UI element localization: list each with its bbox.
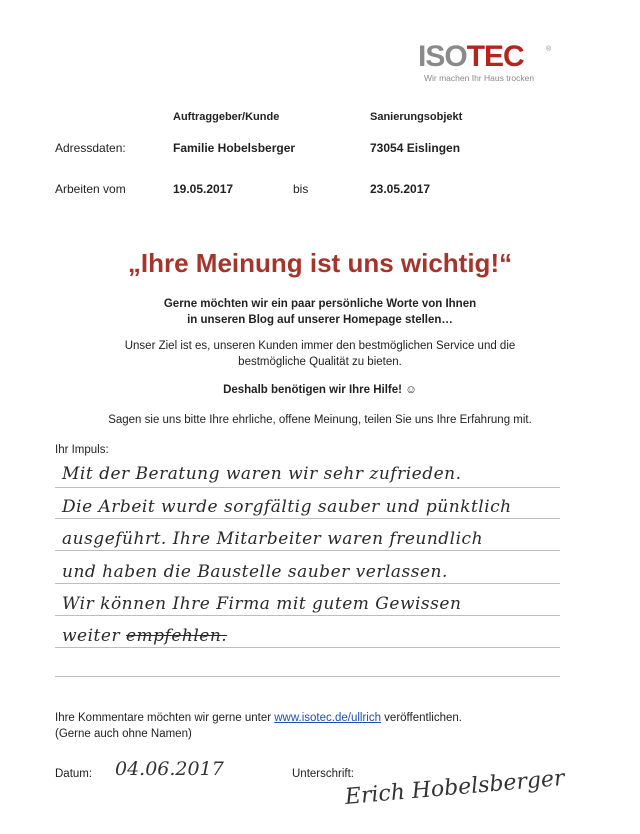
writing-line xyxy=(55,676,560,677)
page-headline: „Ihre Meinung ist uns wichtig!“ xyxy=(127,248,513,278)
handwritten-line: Wir können Ihre Firma mit gutem Gewissen xyxy=(62,594,462,614)
intro-line-2: in unseren Blog auf unserer Homepage stellen… xyxy=(187,314,453,326)
writing-line xyxy=(55,583,560,584)
handwritten-line: und haben die Baustelle sauber verlassen. xyxy=(62,562,448,582)
address-label: Adressdaten: xyxy=(55,141,126,155)
handwritten-line: Die Arbeit wurde sorgfältig sauber und pünktlich xyxy=(62,497,512,517)
handwritten-line: ausgeführt. Ihre Mitarbeiter waren freundlich xyxy=(62,529,484,549)
writing-line xyxy=(55,550,560,551)
work-date-from: 19.05.2017 xyxy=(173,182,234,196)
customer-name: Familie Hobelsberger xyxy=(173,141,296,155)
handwritten-line-last xyxy=(62,626,227,646)
writing-line xyxy=(55,647,560,648)
isotec-logo xyxy=(418,40,558,92)
intro-line-1: Gerne möchten wir ein paar persönliche Worte von Ihnen xyxy=(163,298,477,310)
writing-line xyxy=(55,487,560,488)
date-handwritten: 04.06.2017 xyxy=(115,758,224,780)
object-location: 73054 Eislingen xyxy=(370,141,461,155)
intro-text xyxy=(0,296,640,328)
logo-wordmark: ISOTEC xyxy=(418,40,524,73)
column-header-object: Sanierungsobjekt xyxy=(370,111,463,123)
comments-line-1: Ihre Kommentare möchten wir gerne unter www.isotec.de/ullrich veröffentlichen. xyxy=(55,712,462,724)
goal-line-1: Unser Ziel ist es, unseren Kunden immer den bestmöglichen Service und die xyxy=(124,340,516,352)
isotec-blog-link[interactable]: www.isotec.de/ullrich xyxy=(274,712,381,724)
comments-line-2: (Gerne auch ohne Namen) xyxy=(55,728,192,740)
signature-label: Unterschrift: xyxy=(292,768,354,780)
date-label: Datum: xyxy=(55,768,93,780)
help-text: Deshalb benötigen wir Ihre Hilfe! ☺ xyxy=(223,384,417,396)
work-date-to: 23.05.2017 xyxy=(370,182,431,196)
signature: Erich Hobelsberger xyxy=(343,765,566,810)
work-bis-label: bis xyxy=(293,182,309,196)
comments-note xyxy=(55,710,462,742)
handwritten-line: Mit der Beratung waren wir sehr zufrieden. xyxy=(62,464,462,484)
goal-line-2: bestmögliche Qualität zu bieten. xyxy=(238,356,402,368)
registered-mark: ® xyxy=(546,46,552,53)
work-period-label: Arbeiten vom xyxy=(55,182,126,196)
column-header-customer: Auftraggeber/Kunde xyxy=(173,111,280,123)
goal-text xyxy=(0,338,640,370)
writing-line xyxy=(55,518,560,519)
handwritten-word-struck: empfehlen. xyxy=(125,626,228,646)
impuls-label: Ihr Impuls: xyxy=(55,444,109,456)
ask-text: Sagen sie uns bitte Ihre ehrliche, offene Meinung, teilen Sie uns Ihre Erfahrung mit. xyxy=(108,414,532,426)
handwritten-word: weiter xyxy=(62,626,126,646)
logo-tagline: Wir machen Ihr Haus trocken xyxy=(424,73,535,83)
writing-line xyxy=(55,615,560,616)
